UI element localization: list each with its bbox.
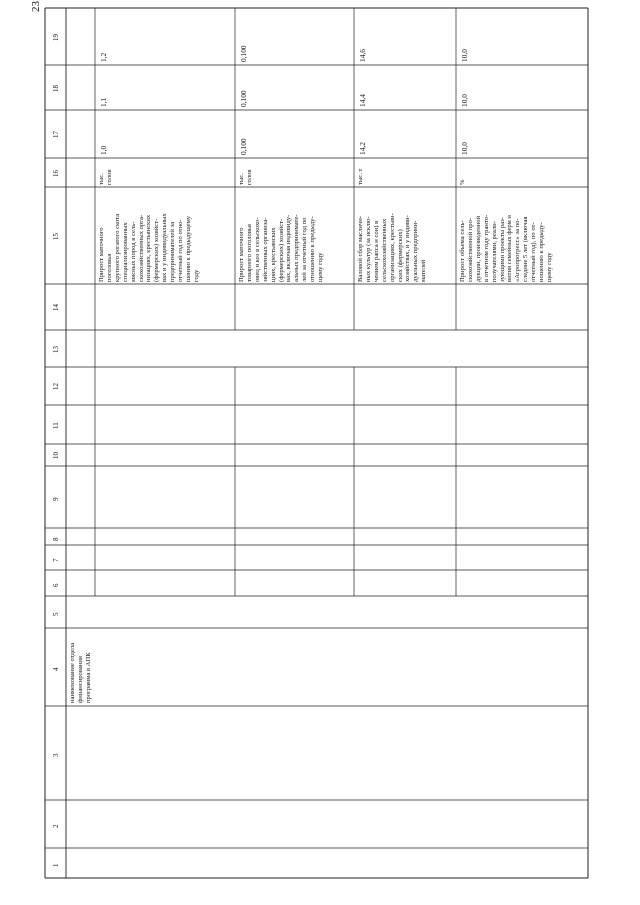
indicator-name: Прирост маточного поголовья крупного рогатого скота специализированных мясных пород в сель- скохозяйственных орга- низациях, крестьянских (фермерских) хозяйст- вах и у индивидуальных предпринимателей за отчетный год по отно- шению к предыдущему году [98, 213, 200, 282]
indicator-value-year-3: 0,100 [239, 45, 248, 62]
column-number-9: 9 [52, 497, 60, 501]
column-number-4: 4 [52, 667, 60, 671]
indicator-value-year-2: 10,0 [460, 94, 469, 107]
column-number-6: 6 [52, 583, 60, 587]
indicator-value-year-2: 0,100 [239, 90, 248, 107]
column-number-14: 14 [52, 304, 60, 311]
indicator-name: Прирост маточного товарного поголовья овец и коз в сельскохо- зяйственных организа- циях, крестьянских (фермерских) хозяйст- вах, включая индивиду- альных предпринимате- лей за отчетный год по отношению к предыду- щему году [238, 214, 325, 282]
column-number-3: 3 [52, 753, 60, 757]
indicator-name: Прирост объема сель- скохозяйственной про- дукции, произведенной в отчетном году гранто- получателями, реали- зующими проекты раз- вития семейных ферм и «Агропрогресс» за по- следние 5 лет (включая отчетный год), по от- ношению к предыду- щему году [459, 214, 553, 282]
column-number-12: 12 [52, 383, 60, 390]
column-number-17: 17 [52, 131, 60, 138]
column-number-18: 18 [52, 84, 60, 92]
column-number-15: 15 [52, 232, 60, 240]
column-number-11: 11 [52, 421, 60, 429]
indicator-value-year-1: 14,2 [358, 142, 367, 155]
column-number-7: 7 [52, 558, 60, 562]
indicator-value-year-1: 10,0 [460, 142, 469, 155]
column-number-19: 19 [52, 33, 60, 41]
indicator-value-year-3: 14,6 [358, 49, 367, 62]
column-number-10: 10 [52, 452, 60, 459]
column-number-1: 1 [52, 863, 60, 867]
indicator-value-year-3: 1,2 [99, 52, 108, 62]
indicator-value-year-1: 1,0 [99, 145, 108, 155]
indicator-value-year-3: 10,0 [460, 49, 469, 62]
indicator-value-year-2: 14,4 [358, 94, 367, 107]
indicator-name: Валовой сбор масличн- ных культур (за исклю- чением рапса и сои) в сельскохозяйственных организациях, крестьян- ских (фермерских) хозяйствах, и у индиви- дуальных предприни- мателей [357, 213, 428, 282]
indicator-unit: тыс. т [357, 168, 364, 185]
column-number-8: 8 [52, 537, 60, 541]
indicator-value-year-2: 1,1 [99, 97, 108, 107]
column-number-16: 16 [52, 169, 60, 177]
column-number-5: 5 [52, 612, 60, 616]
page-number: 23 [30, 1, 42, 12]
indicator-value-year-1: 0,100 [239, 138, 248, 155]
indicator-unit: тыс. голов [98, 169, 113, 185]
section-name-cell: наименование отдела финансирования программа в АПК [69, 643, 92, 703]
indicator-unit: % [459, 179, 466, 185]
column-number-2: 2 [52, 824, 60, 828]
indicator-unit: тыс. голов [238, 169, 253, 185]
column-number-13: 13 [52, 345, 60, 353]
